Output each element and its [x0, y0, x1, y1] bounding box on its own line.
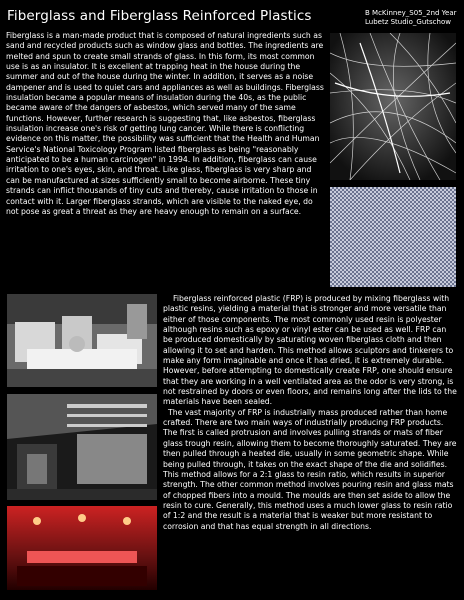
fiberglass-strands-photo	[330, 33, 456, 180]
credit-author-line: B McKinney_S05_2nd Year	[365, 9, 457, 17]
red-factory-interior-photo	[7, 506, 157, 590]
workbench-photo	[7, 294, 157, 387]
frp-paragraph-1: Fiberglass reinforced plastic (FRP) is produced by mixing fiberglass with plastic resins, yielding a material that is stronger and more versatile than either of those components. The most commonly used resin is polyester although resins such as epoxy or vinyl ester can be used as well. FRP can be produced domestically by saturating woven fiberglass cloth and then allowing it to set and harden. This method allows sculptors and tinkerers to make any form imaginable and once it has dried, it is extremely durable. However, before attempting to domestically create FRP, one should ensure that they are working in a well ventilated area as the odor is very strong, is not restrained by doors or even floors, and remains long after the lids to the materials have been sealed.	[163, 294, 457, 407]
industrial-warehouse-photo	[7, 394, 157, 500]
intro-paragraph: Fiberglass is a man-made product that is composed of natural ingredients such as sand and recycled products such as window glass and bottles. The ingredients are melted and spun to create small strands of glass. In this form, its most common use is as an insulator. It is excellent at trapping heat in the house during the summer and out of the house during the winter. In addition, it serves as a noise dampener and is used to quiet cars and appliances as well as buildings. Fiberglass insulation became a popular means of insulation during the 40s, as the public became aware of the dangers of asbestos, which served many of the same functions. However, further research is suggesting that, like asbestos, fiberglass insulation increase one's risk of getting lung cancer. While there is conflicting evidence on this matter, the possibility was sufficient that the Health and Human Service's National Toxicology Program listed fiberglass as being "reasonably anticipated to be a human carcinogen" in 1994. In addition, fiberglass can cause irritation to one's eyes, skin, and throat. Like glass, fiberglass is very sharp and can be manufactured at sizes sufficiently small to become airborne. These tiny strands can inflict thousands of tiny cuts and thereby, cause irritation to those in contact with it. Larger fiberglass strands, which are visible to the naked eye, do not pose as great a threat as they are heavy enough to remain on a surface.	[6, 31, 324, 216]
frp-text-column	[163, 294, 458, 532]
credit-studio-line: Lubetz Studio_Gutschow	[365, 18, 451, 26]
woven-fiberglass-cloth-photo	[330, 187, 456, 287]
credit-block	[365, 9, 457, 27]
page-title: Fiberglass and Fiberglass Reinforced Plastics	[7, 8, 312, 24]
frp-paragraph-2: The vast majority of FRP is industrially mass produced rather than home crafted. There are two main ways of industrially producing FRP products. The first is called protrusion and involves pulling strands or mats of fiber glass trough resin, allowing them to become thoroughly saturated. They are then pulled through a heated die, usually in some geometric shape. While being pulled through, it takes on the exact shape of the die and solidifies. This method allows for a 2:1 glass to resin ratio, which results in superior strength. The other common method involves pouring resin and glass mats of chopped fibers into a mould. The moulds are then set aside to allow the resin to cure. Generally, this method uses a much lower glass to resin ratio of 1:2 and the result is a material that is weaker but more resistant to corrosion and that has equal strength in all directions.	[163, 407, 457, 531]
